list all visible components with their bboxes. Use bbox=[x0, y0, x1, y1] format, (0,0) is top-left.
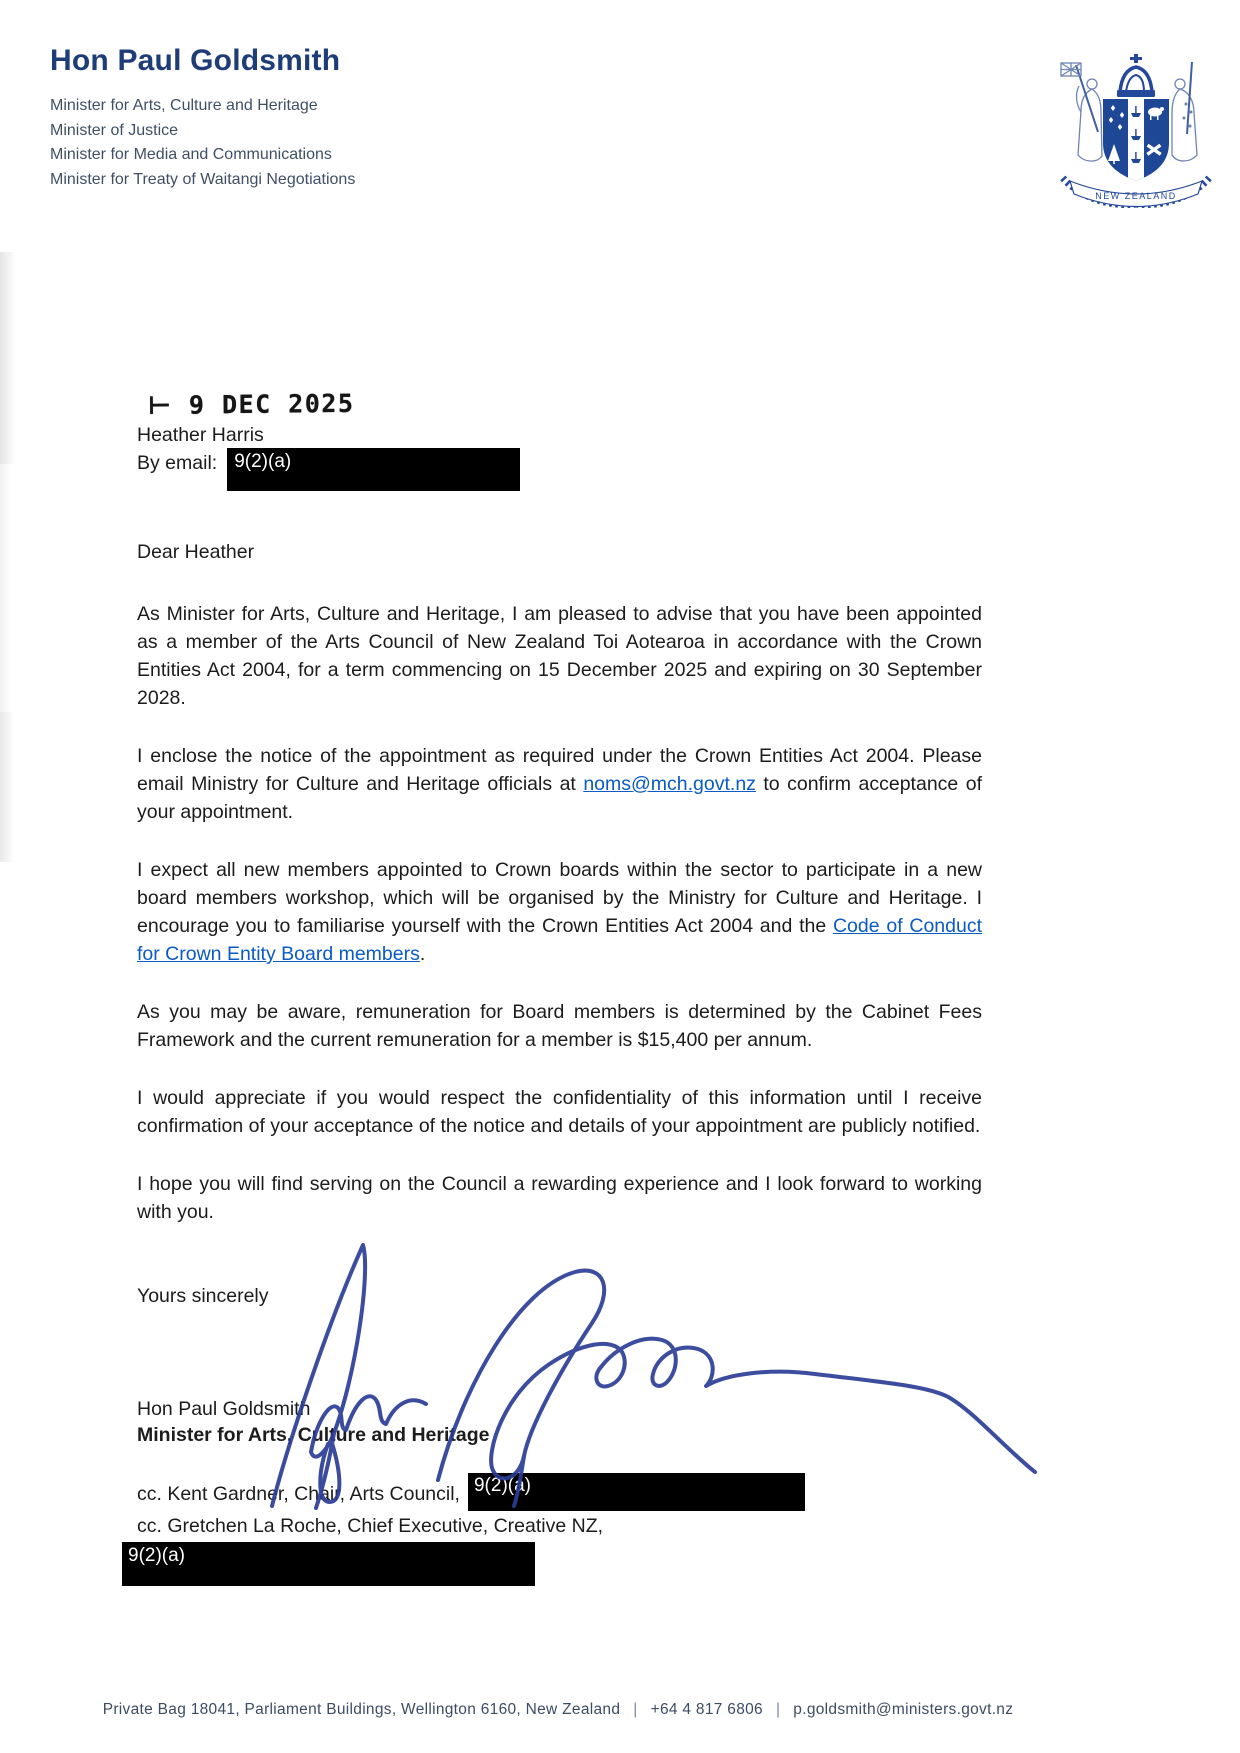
redaction-box-email: 9(2)(a) bbox=[227, 448, 520, 491]
stamp-mark: ⊢ bbox=[147, 390, 173, 420]
footer-separator: | bbox=[775, 1701, 781, 1718]
portfolio-line: Minister of Justice bbox=[50, 121, 179, 139]
footer-email: p.goldsmith@ministers.govt.nz bbox=[793, 1701, 1014, 1718]
paragraph bbox=[137, 856, 982, 968]
received-date-stamp bbox=[148, 389, 355, 421]
paragraph-text: to confirm acceptance of your appointment. bbox=[137, 773, 982, 823]
cc-block bbox=[128, 1475, 982, 1586]
letter-paragraphs bbox=[137, 600, 982, 1226]
paragraph bbox=[137, 600, 982, 712]
crown-icon bbox=[1117, 54, 1155, 97]
recipient-email-row bbox=[137, 451, 982, 491]
paragraph-text: I hope you will find serving on the Council a rewarding experience and I look forward to working with you. bbox=[137, 1173, 982, 1223]
signatory-title: Minister for Arts, Culture and Heritage bbox=[137, 1424, 490, 1446]
signatory-block bbox=[137, 1396, 982, 1448]
maori-chief-figure bbox=[1172, 62, 1197, 161]
portfolio-line: Minister for Arts, Culture and Heritage bbox=[50, 97, 318, 114]
recipient-name: Heather Harris bbox=[137, 424, 264, 446]
paragraph-text: As you may be aware, remuneration for Board members is determined by the Cabinet Fees Framework and the current remuneration for a member is $15,400 per annum. bbox=[137, 1001, 982, 1051]
paragraph bbox=[137, 1170, 982, 1226]
redaction-box-cc2: 9(2)(a) bbox=[122, 1542, 535, 1586]
paragraph bbox=[137, 742, 982, 826]
paragraph-text: . bbox=[419, 943, 426, 965]
scan-artifact bbox=[0, 712, 14, 862]
letter-body-column bbox=[128, 388, 982, 1586]
stamp-date: 9 DEC 2025 bbox=[188, 388, 355, 420]
scan-artifact bbox=[0, 252, 16, 464]
minister-portfolios bbox=[50, 94, 355, 192]
paragraph-text: I expect all new members appointed to Crown boards within the sector to participate in a new board members workshop, which will be organised by the Ministry for Culture and Heritage. I encourage you to familiarise yourself with the Crown Entities Act 2004 and the bbox=[137, 859, 982, 937]
shield bbox=[1103, 99, 1169, 184]
noms-email-link[interactable]: noms@mch.govt.nz bbox=[583, 773, 756, 795]
by-email-label: By email: bbox=[137, 452, 218, 474]
portfolio-line: Minister for Treaty of Waitangi Negotiations bbox=[50, 170, 356, 188]
paragraph-text: I would appreciate if you would respect the confidentiality of this information until I receive confirmation of your acceptance of the notice and details of your appointment are publicly notified. bbox=[137, 1087, 982, 1137]
nz-coat-of-arms-icon bbox=[1040, 52, 1232, 218]
signatory-name: Hon Paul Goldsmith bbox=[137, 1398, 311, 1420]
footer-contact-line bbox=[0, 1701, 1116, 1719]
redaction-box-cc1: 9(2)(a) bbox=[468, 1473, 805, 1511]
code-of-conduct-link[interactable]: Code of Conduct for Crown Entity Board members bbox=[137, 915, 982, 965]
zealandia-figure bbox=[1061, 63, 1102, 161]
footer-phone: +64 4 817 6806 bbox=[650, 1701, 763, 1718]
paragraph-text: I enclose the notice of the appointment as required under the Crown Entities Act 2004. Please email Ministry for Culture and Heritage officials at bbox=[137, 745, 982, 795]
cc-line-2: cc. Gretchen La Roche, Chief Executive, Creative NZ, bbox=[137, 1515, 604, 1537]
footer-separator: | bbox=[633, 1701, 638, 1718]
footer-address: Private Bag 18041, Parliament Buildings, Wellington 6160, New Zealand bbox=[102, 1701, 621, 1718]
banner-scroll bbox=[1070, 181, 1202, 207]
banner-text: NEW ZEALAND bbox=[1095, 191, 1177, 201]
closing: Yours sincerely bbox=[137, 1285, 269, 1307]
letterhead bbox=[50, 44, 355, 192]
cc-line-1 bbox=[137, 1475, 982, 1511]
paragraph-text: As Minister for Arts, Culture and Heritage, I am pleased to advise that you have been appointed as a member of the Arts Council of New Zealand Toi Aotearoa in accordance with the Crown Entities Act 2004, for a term commencing on 15 December 2025 and expiring on 30 September 2028. bbox=[137, 603, 982, 709]
cc-line-1-text: cc. Kent Gardner, Chair, Arts Council, bbox=[137, 1483, 460, 1506]
paragraph bbox=[137, 1084, 982, 1140]
salutation: Dear Heather bbox=[137, 541, 255, 563]
portfolio-line: Minister for Media and Communications bbox=[50, 146, 332, 163]
scan-artifact bbox=[0, 464, 12, 712]
minister-name-heading: Hon Paul Goldsmith bbox=[50, 44, 341, 77]
paragraph bbox=[137, 998, 982, 1054]
